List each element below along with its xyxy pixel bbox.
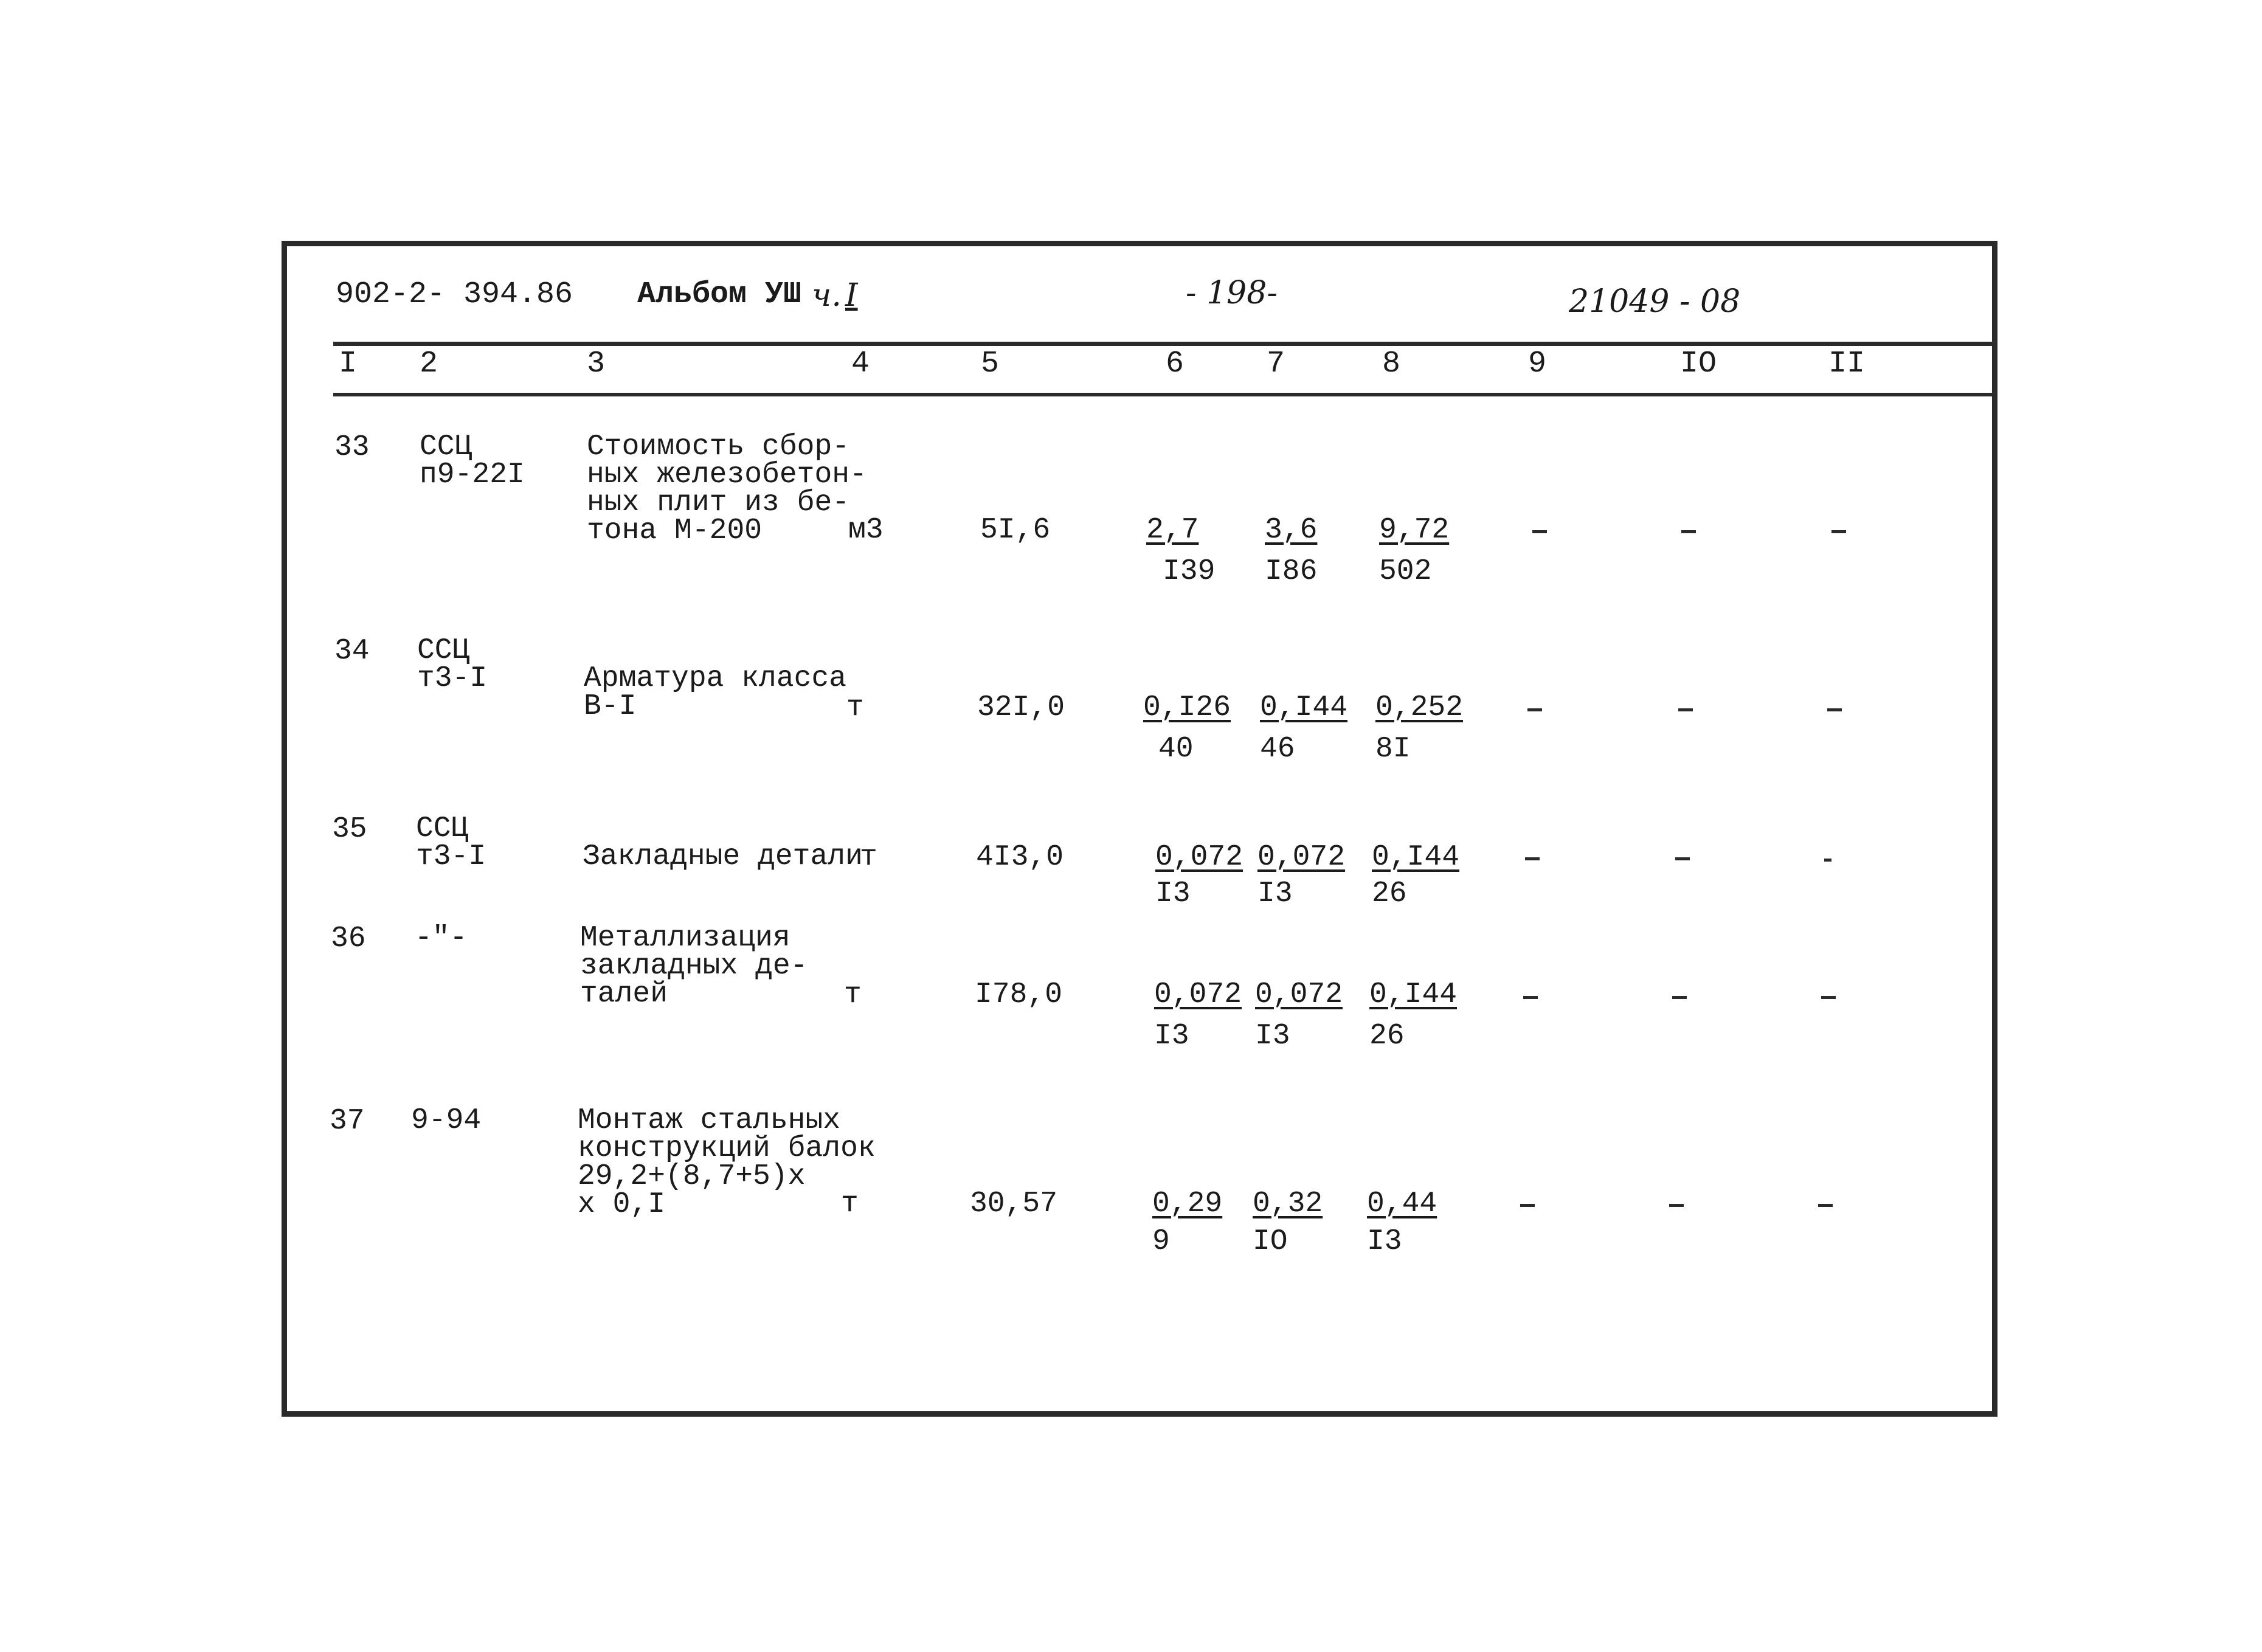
col7-total: I3 xyxy=(1257,877,1293,910)
unit: т xyxy=(844,978,862,1011)
document-code: 902-2- 394.86 xyxy=(336,277,573,312)
quantity: I78,0 xyxy=(975,978,1063,1011)
col6-total: I3 xyxy=(1154,1020,1189,1052)
col6-value: 0,I26 xyxy=(1143,691,1231,724)
row-number: 33 xyxy=(334,431,370,464)
col7-value: 0,32 xyxy=(1253,1187,1323,1220)
col8-value: 9,72 xyxy=(1379,514,1450,547)
album-title: Альбом УШ xyxy=(637,277,802,312)
quantity: 5I,6 xyxy=(980,514,1051,547)
col6-value: 2,7 xyxy=(1146,514,1199,547)
price-code: 9-94 xyxy=(411,1104,482,1137)
column-number: 5 xyxy=(981,347,1000,381)
col11-dash xyxy=(1818,1204,1833,1207)
item-description: Закладные детали xyxy=(583,840,863,873)
col6-value: 0,072 xyxy=(1155,841,1243,874)
column-number: 2 xyxy=(420,347,438,381)
unit: т xyxy=(846,691,864,724)
price-code: ССЦ т3-I xyxy=(417,634,488,695)
col7-total: 46 xyxy=(1260,733,1295,766)
column-number: 8 xyxy=(1382,347,1401,381)
col7-total: I86 xyxy=(1265,555,1318,588)
quantity: 4I3,0 xyxy=(976,841,1064,874)
row-number: 35 xyxy=(332,813,367,846)
item-description: Арматура класса В-I xyxy=(584,662,847,723)
col8-value: 0,I44 xyxy=(1372,841,1460,874)
col10-dash xyxy=(1672,996,1687,999)
col8-total: I3 xyxy=(1367,1225,1402,1258)
part-label: ч. xyxy=(812,277,842,314)
column-number: 4 xyxy=(851,347,870,381)
row-number: 37 xyxy=(330,1105,365,1138)
item-description: Стоимость сбор- ных железобетон- ных плит из бе- тона М-200 xyxy=(587,430,867,547)
price-code: ССЦ п9-22I xyxy=(420,430,525,491)
unit: т xyxy=(841,1187,859,1220)
col9-dash xyxy=(1523,996,1538,999)
col6-total: 40 xyxy=(1158,733,1194,766)
part-number: I xyxy=(845,277,858,314)
col8-total: 8I xyxy=(1375,733,1411,766)
col11-dash xyxy=(1831,530,1846,533)
header-rule-bottom xyxy=(333,393,1997,396)
column-number: 6 xyxy=(1166,347,1185,381)
col11-dash xyxy=(1824,859,1831,862)
col10-dash xyxy=(1669,1204,1684,1207)
col10-dash xyxy=(1678,708,1693,711)
col8-total: 26 xyxy=(1369,1020,1405,1052)
item-description: Металлизация закладных де- талей xyxy=(580,922,808,1011)
quantity: 30,57 xyxy=(970,1187,1058,1220)
col10-dash xyxy=(1675,857,1690,860)
col10-dash xyxy=(1681,530,1696,533)
col8-total: 26 xyxy=(1372,877,1407,910)
col8-value: 0,I44 xyxy=(1369,978,1458,1011)
col6-total: I3 xyxy=(1155,877,1191,910)
col7-value: 0,I44 xyxy=(1260,691,1348,724)
unit: т xyxy=(860,841,877,874)
col9-dash xyxy=(1532,530,1547,533)
table-frame xyxy=(282,241,1997,1417)
column-number: I xyxy=(339,347,358,381)
price-code: -"- xyxy=(415,922,468,955)
col9-dash xyxy=(1527,708,1542,711)
price-code: ССЦ т3-I xyxy=(416,812,486,873)
row-number: 34 xyxy=(334,635,370,668)
col6-total: I39 xyxy=(1163,555,1216,588)
col6-value: 0,072 xyxy=(1154,978,1242,1011)
column-number: II xyxy=(1828,347,1866,381)
col7-value: 0,072 xyxy=(1257,841,1346,874)
col8-total: 502 xyxy=(1379,555,1432,588)
col6-total: 9 xyxy=(1152,1225,1170,1258)
page-number: - 198- xyxy=(1186,275,1278,311)
unit: м3 xyxy=(848,514,884,547)
column-number: 3 xyxy=(587,347,606,381)
col8-value: 0,44 xyxy=(1367,1187,1437,1220)
sheet-code: 21049 - 08 xyxy=(1569,283,1741,320)
col6-value: 0,29 xyxy=(1152,1187,1223,1220)
col7-value: 0,072 xyxy=(1255,978,1343,1011)
col7-total: I3 xyxy=(1255,1020,1290,1052)
item-description: Монтаж стальных конструкций балок 29,2+(8,7+5)х х 0,I xyxy=(578,1104,876,1221)
row-number: 36 xyxy=(331,922,366,955)
col8-value: 0,252 xyxy=(1375,691,1464,724)
col9-dash xyxy=(1520,1204,1535,1207)
col11-dash xyxy=(1827,708,1842,711)
col7-value: 3,6 xyxy=(1265,514,1318,547)
header-rule-top xyxy=(333,342,1997,346)
col11-dash xyxy=(1821,996,1836,999)
quantity: 32I,0 xyxy=(977,691,1065,724)
col7-total: IO xyxy=(1253,1225,1288,1258)
column-number: 7 xyxy=(1267,347,1285,381)
column-number: 9 xyxy=(1528,347,1547,381)
column-number: IO xyxy=(1680,347,1717,381)
col9-dash xyxy=(1525,857,1540,860)
